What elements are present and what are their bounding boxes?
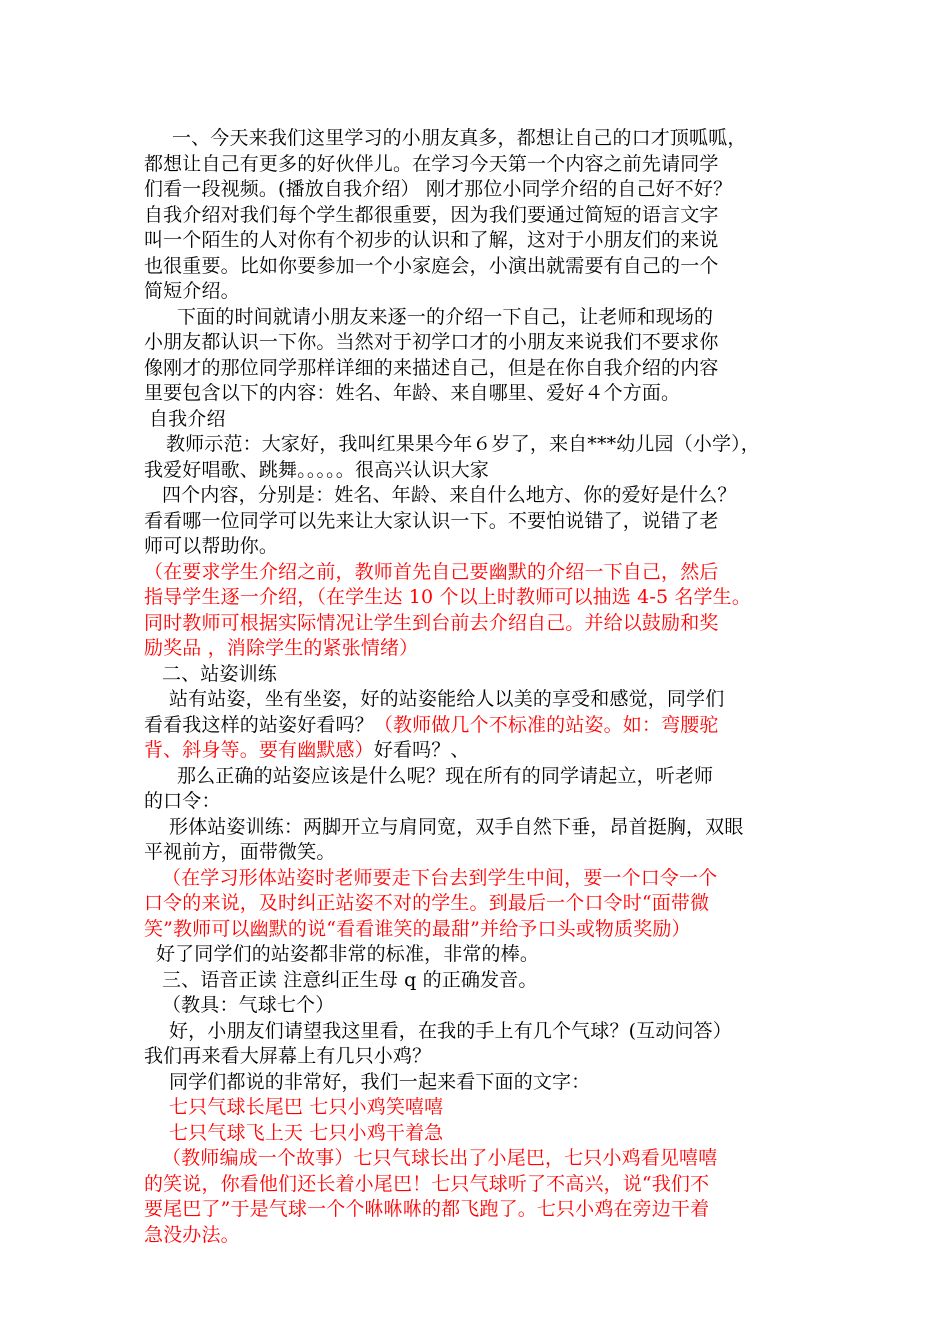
- text-line: 励奖品 ，消除学生的紧张情绪）: [144, 637, 419, 659]
- text-line: 叫一个陌生的人对你有个初步的认识和了解，这对于小朋友们的来说: [144, 229, 719, 251]
- text-line: （教师编成一个故事）七只气球长出了小尾巴，七只小鸡看见嘻嘻: [162, 1147, 718, 1169]
- text-line: 简短介绍。: [144, 280, 240, 302]
- document-page: [144, 126, 814, 1248]
- text-segment: 看看我这样的站姿好看吗？: [144, 713, 374, 736]
- text-line: 四个内容，分别是：姓名、年龄、来自什么地方、你的爱好是什么？: [162, 484, 737, 506]
- text-line: 笑”教师可以幽默的说“看看谁笑的最甜”并给予口头或物质奖励）: [144, 917, 691, 940]
- text-segment: 好看吗？、: [373, 739, 470, 761]
- text-line: 同学们都说的非常好，我们一起来看下面的文字：: [169, 1070, 591, 1093]
- text-line: 急没办法。: [144, 1223, 240, 1246]
- text-line: 的笑说，你看他们还长着小尾巴！七只气球听了不高兴，说“我们不: [144, 1172, 710, 1195]
- text-line: 小朋友都认识一下你。当然对于初学口才的小朋友来说我们不要求你: [144, 331, 719, 353]
- text-line: 教师示范：大家好，我叫红果果今年６岁了，来自***幼儿园（小学），: [166, 433, 760, 455]
- text-line: 看看哪一位同学可以先来让大家认识一下。不要怕说错了，说错了老: [144, 509, 719, 532]
- text-line: 也很重要。比如你要参加一个小家庭会，小演出就需要有自己的一个: [144, 254, 719, 277]
- text-line: （在要求学生介绍之前，教师首先自己要幽默的介绍一下自己，然后: [144, 560, 719, 583]
- text-line: [144, 713, 814, 739]
- text-line: 好，小朋友们请望我这里看，在我的手上有几个气球？(互动问答）: [169, 1019, 732, 1042]
- text-line: 我爱好唱歌、跳舞。。。。。很高兴认识大家: [144, 458, 490, 481]
- text-line: 二、站姿训练: [162, 662, 277, 685]
- text-line: 像刚才的那位同学那样详细的来描述自己，但是在你自我介绍的内容: [144, 356, 719, 379]
- text-line: 指导学生逐一介绍，（在学生达 10 个以上时教师可以抽选 4-5 名学生。: [144, 586, 751, 608]
- text-line: 师可以帮助你。: [144, 535, 279, 557]
- text-line: 要尾巴了”于是气球一个个咻咻咻的都飞跑了。七只小鸡在旁边干着: [144, 1198, 710, 1220]
- text-line: 站有站姿，坐有坐姿，好的站姿能给人以美的享受和感觉，同学们: [169, 688, 725, 710]
- text-line: 自我介绍对我们每个学生都很重要，因为我们要通过简短的语言文字: [144, 203, 719, 226]
- text-line: 七只气球长尾巴 七只小鸡笑嘻嘻: [169, 1096, 444, 1118]
- text-line: 同时教师可根据实际情况让学生到台前去介绍自己。并给以鼓励和奖: [144, 611, 719, 634]
- text-line: （教具：气球七个）: [162, 994, 335, 1016]
- text-line: 们看一段视频。(播放自我介绍） 刚才那位小同学介绍的自己好不好？: [144, 178, 733, 200]
- text-line: 平视前方，面带微笑。: [144, 841, 336, 863]
- text-line: 下面的时间就请小朋友来逐一的介绍一下自己，让老师和现场的: [177, 305, 714, 328]
- text-line: 那么正确的站姿应该是什么呢？现在所有的同学请起立，听老师: [177, 764, 714, 787]
- text-line: 三、语音正读 注意纠正生母 q 的正确发音。: [162, 968, 538, 991]
- text-segment: 背、斜身等。要有幽默感）: [144, 739, 374, 761]
- text-line: 一、今天来我们这里学习的小朋友真多，都想让自己的口才顶呱呱，: [172, 127, 747, 149]
- text-line: 自我介绍: [149, 407, 226, 430]
- text-line: 里要包含以下的内容：姓名、年龄、来自哪里、爱好４个方面。: [144, 382, 681, 404]
- text-line: [144, 738, 814, 764]
- text-line: 七只气球飞上天 七只小鸡干着急: [169, 1121, 444, 1144]
- text-line: （在学习形体站姿时老师要走下台去到学生中间，要一个口令一个: [162, 866, 718, 889]
- text-line: 我们再来看大屏幕上有几只小鸡？: [144, 1045, 432, 1067]
- text-line: 形体站姿训练：两脚开立与肩同宽，双手自然下垂，昂首挺胸，双眼: [169, 815, 744, 838]
- text-line: 都想让自己有更多的好伙伴儿。在学习今天第一个内容之前先请同学: [144, 152, 719, 175]
- text-segment: （教师做几个不标准的站姿。如：弯腰驼: [373, 713, 719, 736]
- text-line: 口令的来说，及时纠正站姿不对的学生。到最后一个口令时“面带微: [144, 892, 710, 914]
- text-line: 的口令：: [144, 790, 221, 812]
- text-line: 好了同学们的站姿都非常的标准，非常的棒。: [156, 943, 540, 965]
